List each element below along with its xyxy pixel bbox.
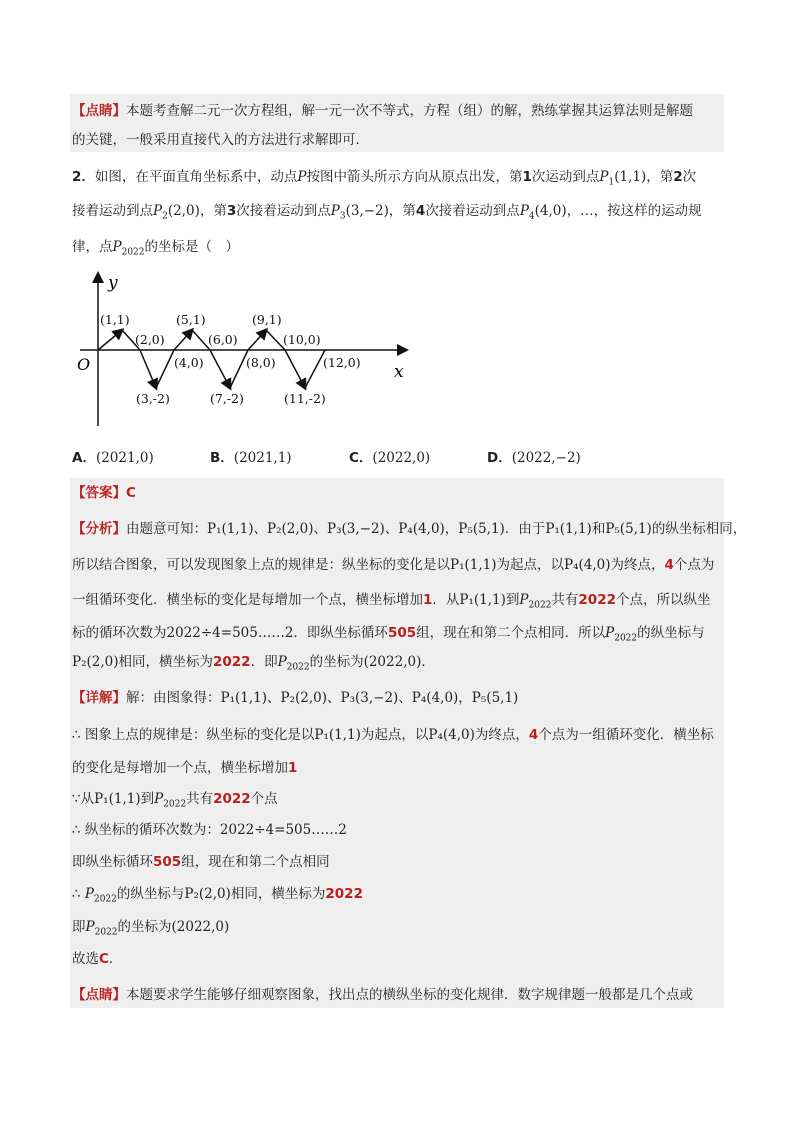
point-label-11: (11,-2): [284, 391, 326, 406]
analysis-line-4: 标的循环次数为2022÷4=505……2．即纵坐标循环505组，现在和第二个点相同．所以$P_{2022}$的纵坐标与: [72, 625, 705, 644]
answer-tag: 【答案】: [72, 485, 126, 501]
top-note-line-1: 【点睛】本题考查解二元一次方程组，解一元一次不等式，方程（组）的解，熟练掌握其运算法则是解题: [72, 103, 693, 119]
point-label-1: (1,1): [100, 312, 130, 327]
option-b[interactable]: B．(2021,1): [210, 450, 292, 466]
detail-line-7: ∴ $P_{2022}$的纵坐标与P₂(2,0)相同，横坐标为2022: [72, 886, 363, 905]
point-label-7: (7,-2): [210, 391, 244, 406]
detail-line-6: 即纵坐标循环505组，现在和第二个点相同: [72, 854, 330, 870]
analysis-line-1: 【分析】由题意可知：P₁(1,1)、P₂(2,0)、P₃(3,−2)、P₄(4,0)，P₅(5,1)．由于P₁(1,1)和P₅(5,1)的纵坐标相同，: [72, 521, 747, 537]
answer-line: [72, 483, 136, 503]
question-line-1: 2．如图，在平面直角坐标系中，动点P按图中箭头所示方向从原点出发，第1次运动到点$P_1(1,1)$，第2次: [72, 169, 697, 188]
y-axis-label: y: [108, 273, 118, 293]
point-label-12: (12,0): [323, 355, 361, 370]
option-c[interactable]: C．(2022,0): [349, 450, 431, 466]
x-axis-label: x: [394, 362, 404, 382]
point-label-3: (3,-2): [136, 391, 170, 406]
detail-line-5: ∴ 纵坐标的循环次数为：2022÷4=505……2: [72, 822, 347, 838]
option-d[interactable]: D．(2022,−2): [487, 450, 581, 466]
question-line-3: 律，点$P_{2022}$的坐标是（ ）: [72, 239, 239, 258]
option-a[interactable]: A．(2021,0): [72, 450, 154, 466]
detail-line-8: 即$P_{2022}$的坐标为(2022,0): [72, 919, 230, 938]
point-label-9: (9,1): [252, 312, 282, 327]
answer-value: C: [126, 485, 136, 501]
detail-line-9: 故选C．: [72, 951, 123, 967]
point-label-5: (5,1): [176, 312, 206, 327]
point-label-10: (10,0): [283, 332, 321, 347]
top-note-line-2: 的关键，一般采用直接代入的方法进行求解即可．: [72, 132, 369, 148]
point-label-2: (2,0): [135, 332, 165, 347]
analysis-line-3: 一组循环变化．横坐标的变化是每增加一个点，横坐标增加1．从P₁(1,1)到$P_{2022}$共有2022个点，所以纵坐: [72, 592, 711, 611]
question-line-2: 接着运动到点$P_2(2,0)$，第3次接着运动到点$P_3(3,-2)$，第4次接着运动到点$P_4(4,0)$，…，按这样的运动规: [72, 203, 702, 222]
coordinate-graph: [70, 268, 420, 433]
origin-label: O: [77, 355, 91, 374]
note-tag: 【点睛】: [72, 103, 126, 119]
point-label-6: (6,0): [208, 332, 238, 347]
analysis-line-5: P₂(2,0)相同，横坐标为2022．即$P_{2022}$的坐标为(2022,0)．: [72, 654, 435, 673]
point-label-8: (8,0): [246, 355, 276, 370]
detail-line-2: ∴ 图象上点的规律是：纵坐标的变化是以P₁(1,1)为起点，以P₄(4,0)为终点，4个点为一组循环变化．横坐标: [72, 727, 714, 743]
detail-line-3: 的变化是每增加一个点，横坐标增加1: [72, 760, 298, 776]
detail-line-4: ∵从P₁(1,1)到$P_{2022}$共有2022个点: [72, 791, 278, 810]
bottom-note-line-1: 【点睛】本题要求学生能够仔细观察图象，找出点的横纵坐标的变化规律．数字规律题一般都是几个点或: [72, 987, 693, 1003]
analysis-line-2: 所以结合图象，可以发现图象上点的规律是：纵坐标的变化是以P₁(1,1)为起点，以P₄(4,0)为终点，4个点为: [72, 557, 715, 573]
detail-line-1: 【详解】解：由图象得：P₁(1,1)、P₂(2,0)、P₃(3,−2)、P₄(4,0)，P₅(5,1): [72, 690, 519, 706]
point-label-4: (4,0): [174, 355, 204, 370]
